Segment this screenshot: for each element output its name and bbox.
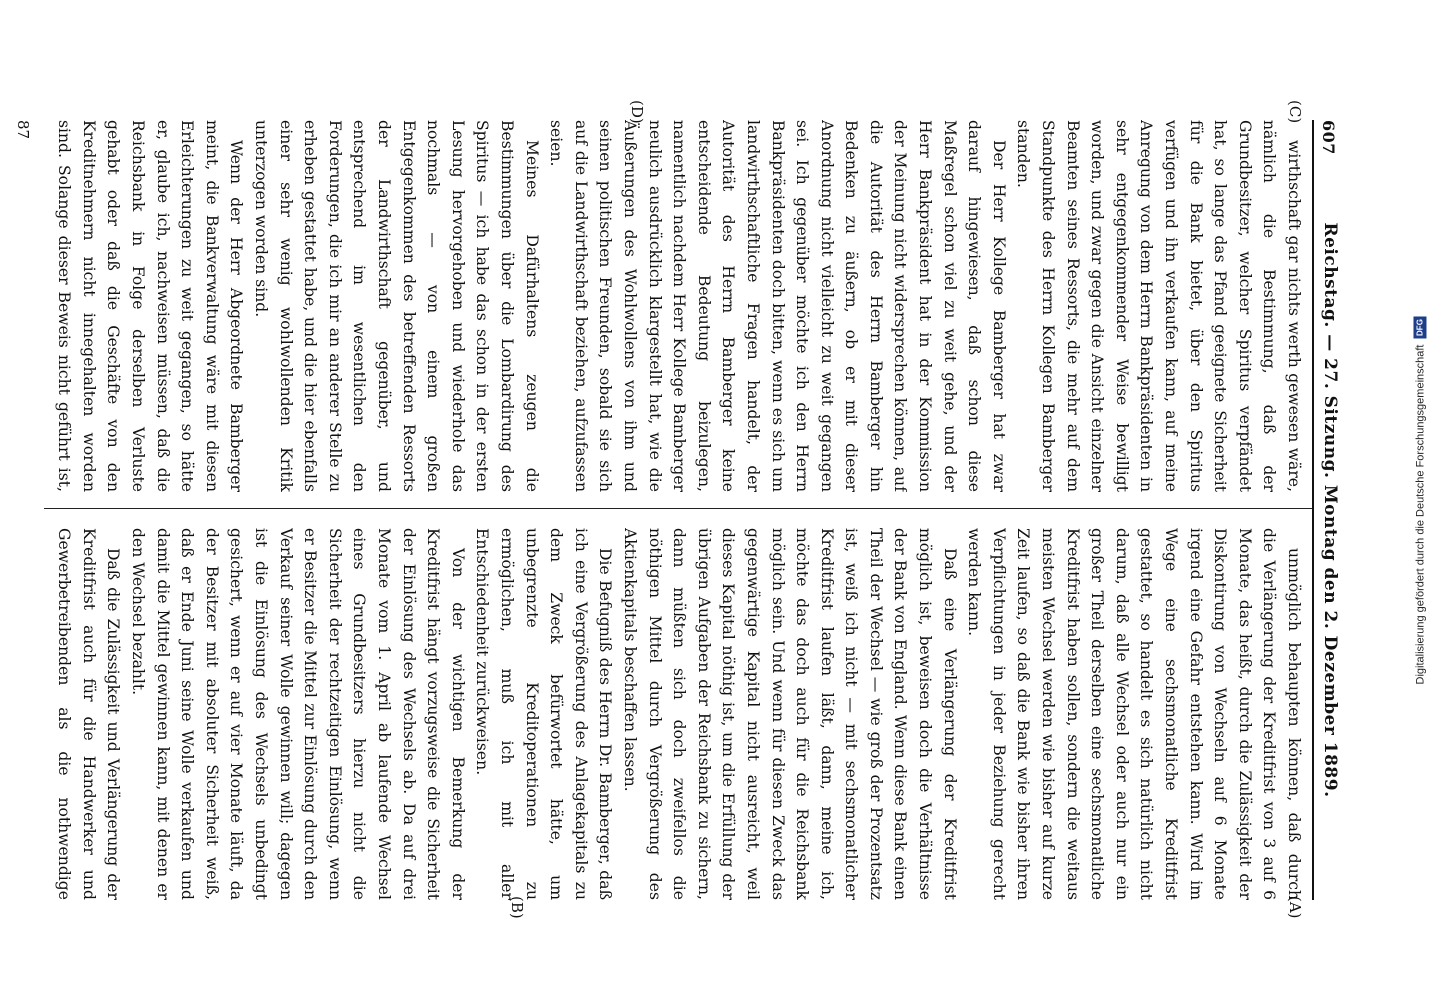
digitization-footer [1408, 0, 1432, 1000]
paragraph: Die Befugniß des Herrn Dr. Bamberger, daß ich eine Vergrößerung des Anlagekapitals zu dem Zweck befürwortet hätte, um unbegrenzte Kreditoperationen zu ermöglichen, muß ich mit aller Entschiedenheit zurückweisen. [473, 528, 615, 900]
paragraph: Meines Dafürhaltens zeugen die Bestimmungen über die Lombardirung des Spiritus — ich habe das schon in der ersten Lesung hervorgehoben und wiederhole das nochmals — von einem großen Entgegenkommen des betreffenden Ressorts der Landwirthschaft gegenüber, und entsprechend im wesentlichen den Forderungen, die ich mir an anderer Stelle zu erheben gestattet habe, und die hier ebenfalls einer sehr wenig wohlwollenden Kritik unterzogen worden sind. [252, 120, 541, 492]
margin-marker-c: (C) [1286, 100, 1304, 124]
column-divider [44, 508, 1312, 509]
margin-marker-b: (B) [508, 896, 526, 919]
paragraph: unmöglich behaupten können, daß durch die Verlängerung der Kreditfrist von 3 auf 6 Monate, das heißt, durch die Zulässigkeit der Diskontirung von Wechseln auf 6 Monate irgend eine Gefahr entstehen kann. Wird im Wege eine sechsmonatliche Kreditfrist gestattet, so handelt es sich natürlich nicht darum, daß alle Wechsel oder auch nur ein großer Theil derselben eine sechsmonatliche Kreditfrist haben sollen, sondern die weitaus meisten Wechsel werden wie bisher auf kurze Zeit laufen, so daß die Bank wie bisher ihren Verpflichtungen in jeder Beziehung gerecht werden kann. [965, 528, 1303, 900]
paragraph: Von der wichtigen Bemerkung der Kreditfrist hängt vorzugsweise die Sicherheit der Einlösung des Wechsels ab. Da auf drei Monate vom 1. April ab laufende Wechsel eines Grundbesitzers hierzu nicht die Sicherheit der rechtzeitigen Einlösung, wenn er Besitzer die Mittel zur Einlösung durch den Verkauf seiner Wolle gewinnen will; dagegen ist die Einlösung des Wechsels unbedingt gesichert, wenn er auf vier Monate läuft, da der Besitzer mit absoluter Sicherheit weiß, daß er Ende Juni seine Wolle verkaufen und damit die Mittel gewinnen kann, mit denen er den Wechsel bezahlt. [129, 528, 467, 900]
dfg-logo-icon: DFG [1414, 316, 1427, 338]
right-column [48, 528, 1306, 900]
margin-marker-a: (A) [1286, 896, 1304, 919]
signature-mark: 87 [14, 120, 32, 140]
paragraph: wirthschaft gar nichts werth gewesen wäre, nämlich die Bestimmung, daß der Grundbesitzer, welcher Spiritus verpfändet hat, so lange das Pfand geeignete Sicherheit für die Bank bietet, über den Spiritus verfügen und ihn verkaufen kann, auf meine Anregung von dem Herrn Bankpräsidenten in sehr entgegenkommender Weise bewilligt worden, und zwar gegen die Ansicht einzelner Beamten seines Ressorts, die mehr auf dem Standpunkte des Herrn Kollegen Bamberger standen. [1014, 120, 1303, 492]
page-number: 607 [1319, 120, 1338, 155]
footer-text: Digitalisierung gefördert durch die Deutsche Forschungsgemeinschaft [1414, 344, 1426, 684]
paragraph: Daß die Zulässigkeit und Verlängerung der Kreditfrist auch für die Handwerker und Gewerbetreibenden als die nothwendige [55, 528, 123, 900]
paragraph: Daß eine Verlängerung der Kreditfrist möglich ist, beweisen doch die Verhältnisse der Bank von England. Wenn diese Bank einen Theil der Wechsel — wie groß der Prozentsatz ist, weiß ich nicht — mit sechsmonatlicher Kreditfrist laufen läßt, dann, meine ich, möchte das doch auch für die Reichsbank möglich sein. Und wenn für diesen Zweck das gegenwärtige Kapital nicht ausreicht, weil dieses Kapital nöthig ist, um die Erfüllung der übrigen Aufgaben der Reichsbank zu sichern, dann müßten sich doch zweifellos die nöthigen Mittel durch Vergrößerung des Aktienkapitals beschaffen lassen. [620, 528, 959, 900]
paragraph: Wenn der Herr Abgeordnete Bamberger meint, die Bankverwaltung wäre mit diesen Erleichterungen zu weit gegangen, so hätte er, glaube ich, nachweisen müssen, daß die Reichsbank in Folge derselben Verluste gehabt oder daß die Geschäfte von den Kreditnehmern nicht innegehalten worden sind. Solange dieser Beweis nicht geführt ist, [55, 120, 246, 492]
header-title: Reichstag. — 27. Sitzung. Montag den 2. Dezember 1889. [1320, 222, 1340, 798]
left-column [48, 120, 1306, 492]
margin-marker-d: (D) [628, 100, 646, 124]
page-header [1314, 120, 1344, 900]
paragraph: Der Herr Kollege Bamberger hat zwar darauf hingewiesen, daß schon diese Maßregel schon viel zu weit gehe, und der Herr Bankpräsident hat in der Kommission der Meinung nicht widersprechen können, auf die Autorität des Herrn Bamberger hin Bedenken zu äußern, ob er mit dieser Anordnung nicht vielleicht zu weit gegangen sei. Ich gegenüber möchte ich den Herrn Bankpräsidenten doch bitten, wenn es sich um landwirthschaftliche Fragen handelt, der Autorität des Herrn Bamberger keine entscheidende Bedeutung beizulegen, namentlich nachdem Herr Kollege Bamberger neulich ausdrücklich klargestellt hat, wie die Äußerungen des Wohlwollens von ihm und seinen politischen Freunden, sobald sie sich auf die Landwirthschaft beziehen, aufzufassen seien. [547, 120, 1008, 492]
header-rule [1312, 120, 1314, 900]
footer-content [1414, 316, 1427, 684]
